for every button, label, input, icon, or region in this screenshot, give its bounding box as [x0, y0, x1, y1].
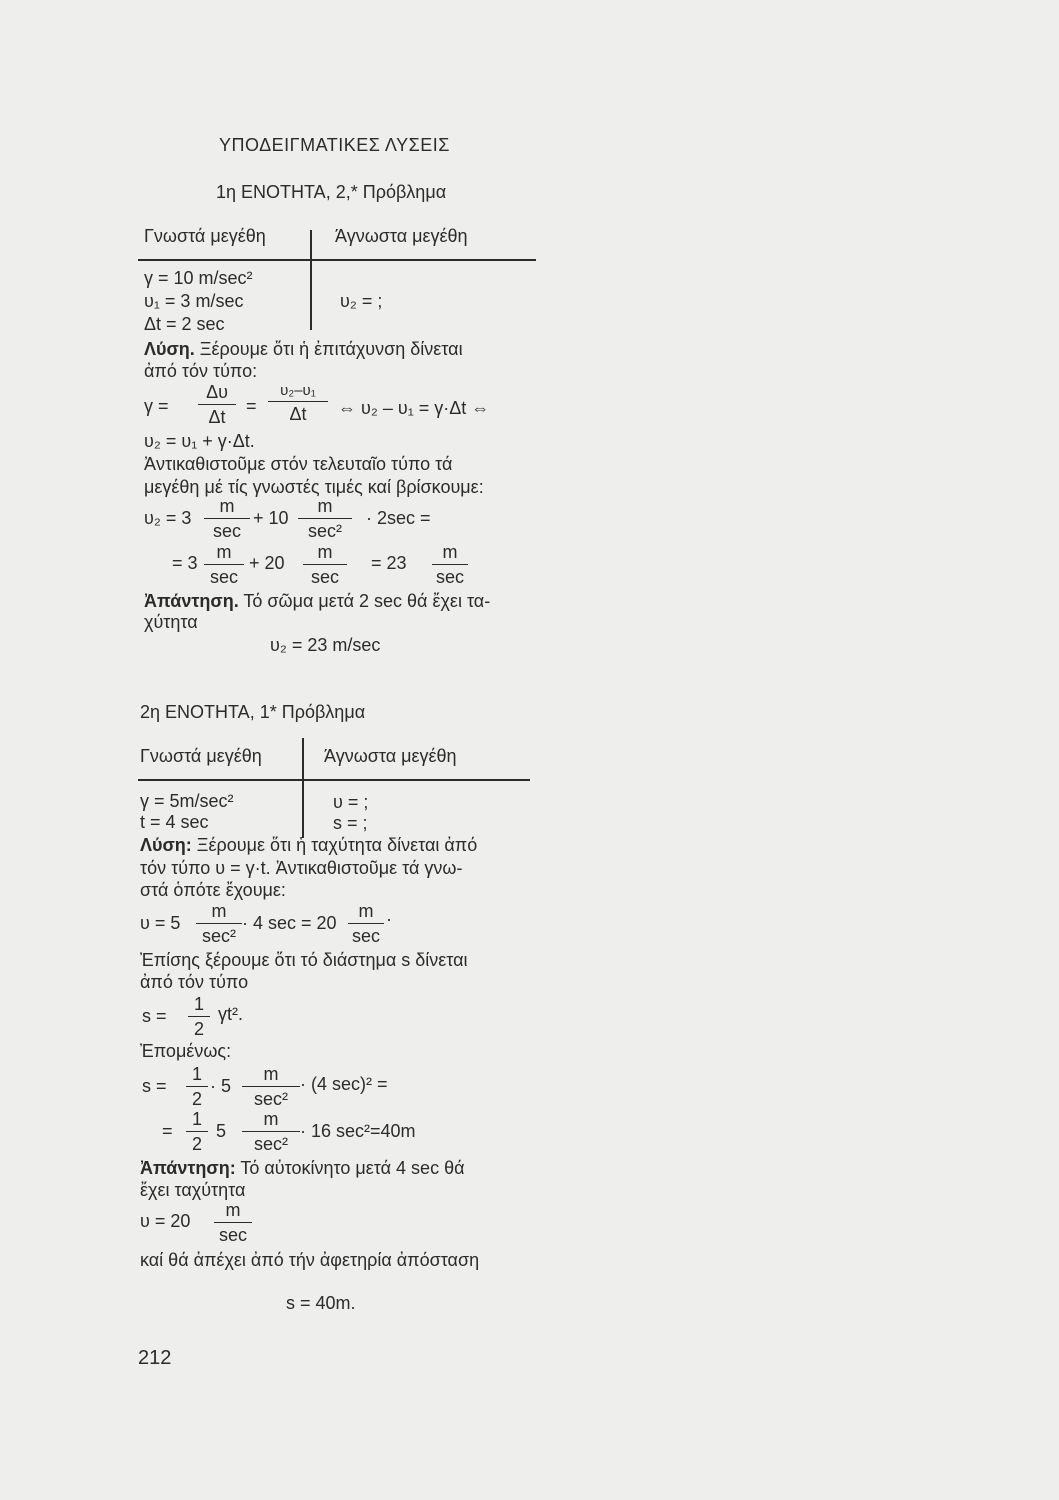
s2-calc-s2-mid: 5: [216, 1121, 227, 1141]
s2-solution-line2: τόν τύπο υ = γ·t. Ἀντικαθιστοῦμε τά γνω-: [140, 858, 463, 878]
s2-solution-line3: στά ὁπότε ἔχουμε:: [140, 880, 286, 900]
s2-calc-u-sec1: sec²: [196, 923, 242, 945]
s2-answer-line3: καί θά ἀπέχει ἀπό τήν ἀφετηρία ἀπόσταση: [140, 1250, 480, 1270]
s2-answer-s: s = 40m.: [286, 1293, 356, 1313]
s1-calc1-plus: + 10: [253, 508, 289, 528]
s2-calc-s2-pre: =: [162, 1121, 173, 1141]
section1-table-rule: [138, 259, 536, 261]
section2-known-2: t = 4 sec: [140, 812, 209, 832]
section1-solution-line2: ἀπό τόν τύπο:: [144, 361, 258, 381]
s2-calc-s1-half-den: 2: [186, 1086, 208, 1108]
s2-answer-u-frac: [214, 1201, 252, 1244]
s1-f1-den2: Δt: [268, 401, 328, 423]
s2-answer: [140, 1159, 464, 1177]
s2-calc-s1-sec2: sec²: [242, 1086, 300, 1108]
section2-unknown-header: Άγνωστα μεγέθη: [324, 746, 457, 766]
s1-answer-line2: χύτητα: [144, 612, 198, 632]
s2-calc-s1-pre: s =: [142, 1076, 167, 1096]
s2-therefore: Ἐπομένως:: [140, 1041, 232, 1061]
s2-solution: [140, 836, 477, 854]
section1-known-header: Γνωστά μεγέθη: [144, 226, 266, 246]
s2-calc-s2-half-den: 2: [186, 1131, 208, 1153]
s1-calc2-frac3: [432, 543, 468, 586]
s2-calc-s1-frac: [242, 1065, 300, 1108]
s1-calc1-frac1: [204, 497, 250, 540]
s2-calc-u-frac1: [196, 902, 242, 945]
s1-f2: υ₂ = υ₁ + γ·Δt.: [144, 431, 255, 451]
s1-answer-label: Ἀπάντηση.: [144, 591, 239, 611]
s1-calc1-m1: m: [219, 496, 235, 516]
s2-calc-u-frac2: [348, 902, 384, 945]
section2-unknown-1: υ = ;: [333, 792, 369, 812]
s1-f1-den1: Δt: [198, 404, 236, 426]
s1-subst-line2: μεγέθη μέ τίς γνωστές τιμές καί βρίσκουμε:: [144, 477, 484, 497]
s1-calc2-m1: m: [216, 542, 232, 562]
s2-answer-label: Ἀπάντηση:: [140, 1158, 236, 1178]
s1-calc2-frac1: [204, 543, 244, 586]
s2-s-formula-half: [188, 995, 210, 1038]
s2-calc-s1-mid: · 5: [210, 1076, 232, 1096]
s1-answer: [144, 592, 490, 610]
s2-answer-u-pre: υ = 20: [140, 1211, 191, 1231]
s2-s-formula-half-num: 1: [193, 994, 204, 1014]
s2-calc-s1-post: · (4 sec)² =: [300, 1074, 388, 1094]
s2-solution-text: Ξέρουμε ὅτι ἡ ταχύτητα δίνεται ἀπό: [191, 835, 478, 855]
s1-f1-frac2: [268, 383, 328, 423]
s1-calc1-pre: υ₂ = 3: [144, 508, 192, 528]
s1-f1-frac1: [198, 383, 236, 426]
s2-s-formula-pre: s =: [142, 1006, 167, 1026]
s2-s-formula-post: γt².: [218, 1004, 243, 1024]
s1-calc2-frac2: [303, 543, 347, 586]
section1-solution-text: Ξέρουμε ὅτι ἡ ἐπιτάχυνση δίνεται: [194, 339, 463, 359]
s1-calc1-sec1: sec: [204, 518, 250, 540]
s1-calc1-mul: · 2sec =: [366, 508, 431, 528]
s1-calc2-pre: = 3: [172, 553, 198, 573]
s2-answer-text: Τό αὐτοκίνητο μετά 4 sec θά: [235, 1158, 465, 1178]
s1-f1-rest: ⇔ υ₂ – υ₁ = γ·Δt ⇔: [338, 398, 490, 418]
s2-answer-line2: ἔχει ταχύτητα: [140, 1180, 246, 1200]
page-title: ΥΠΟΔΕΙΓΜΑΤΙΚΕΣ ΛΥΣΕΙΣ: [219, 135, 450, 155]
s1-f1-num2: υ₂–υ₁: [280, 382, 316, 399]
page-number: 212: [138, 1347, 172, 1369]
s2-calc-s2-half-num: 1: [191, 1109, 202, 1129]
section1-known-1: γ = 10 m/sec²: [144, 268, 253, 288]
section1-unknown-1: υ₂ = ;: [340, 291, 383, 311]
s1-calc2-sec2: sec: [303, 564, 347, 586]
s2-calc-s2-sec2: sec²: [242, 1131, 300, 1153]
s1-calc2-sec3: sec: [432, 564, 468, 586]
s2-calc-s2-half: [186, 1110, 208, 1153]
s2-calc-u-m1: m: [211, 901, 227, 921]
s1-calc2-eq: = 23: [371, 553, 407, 573]
section1-table-divider: [310, 230, 312, 330]
section1-solution: [144, 340, 463, 358]
section2-table-rule: [138, 779, 530, 781]
s1-calc2-plus: + 20: [249, 553, 285, 573]
s2-solution-label: Λύση:: [140, 835, 192, 855]
s1-f1-num1: Δυ: [206, 382, 228, 402]
section1-solution-label: Λύση.: [144, 339, 195, 359]
s2-calc-s2-post: · 16 sec²=40m: [300, 1121, 416, 1141]
s2-calc-u-m2: m: [358, 901, 374, 921]
s1-answer-value: υ₂ = 23 m/sec: [270, 635, 381, 655]
section1-known-2: υ₁ = 3 m/sec: [144, 291, 244, 311]
section2-known-1: γ = 5m/sec²: [140, 791, 234, 811]
s1-subst-line1: Ἀντικαθιστοῦμε στόν τελευταῖο τύπο τά: [144, 454, 453, 474]
s1-calc2-m2: m: [317, 542, 333, 562]
section2-table-divider: [302, 738, 304, 838]
section2-known-header: Γνωστά μεγέθη: [140, 746, 262, 766]
s2-s-formula-half-den: 2: [188, 1016, 210, 1038]
section2-heading: 2η ΕΝΟΤΗΤΑ, 1* Πρόβλημα: [140, 702, 366, 722]
s2-calc-u-end: ·: [386, 909, 392, 929]
s2-calc-s1-half-num: 1: [191, 1064, 202, 1084]
s2-also-line1: Ἐπίσης ξέρουμε ὅτι τό διάστημα s δίνεται: [140, 950, 468, 970]
s2-calc-s1-m: m: [263, 1064, 279, 1084]
s1-f1-gamma: γ =: [144, 396, 169, 416]
section1-heading: 1η ΕΝΟΤΗΤΑ, 2,* Πρόβλημα: [216, 182, 447, 202]
s2-calc-s2-m: m: [263, 1109, 279, 1129]
s1-calc1-frac2: [298, 497, 352, 540]
s2-calc-u-mid: · 4 sec = 20: [242, 913, 337, 933]
s1-calc2-m3: m: [442, 542, 458, 562]
s1-f1-eq: =: [246, 396, 257, 416]
s2-calc-s1-half: [186, 1065, 208, 1108]
s2-calc-s2-frac: [242, 1110, 300, 1153]
s1-answer-text: Τό σῶμα μετά 2 sec θά ἔχει τα-: [238, 591, 491, 611]
s1-calc1-m2: m: [317, 496, 333, 516]
s2-answer-u-m: m: [225, 1200, 241, 1220]
s2-also-line2: ἀπό τόν τύπο: [140, 972, 249, 992]
s1-calc1-sec2: sec²: [298, 518, 352, 540]
s1-calc2-sec1: sec: [204, 564, 244, 586]
s2-calc-u-sec2: sec: [348, 923, 384, 945]
section1-unknown-header: Άγνωστα μεγέθη: [335, 226, 468, 246]
s2-calc-u-pre: υ = 5: [140, 913, 181, 933]
s2-answer-u-sec: sec: [214, 1222, 252, 1244]
section2-unknown-2: s = ;: [333, 813, 368, 833]
section1-known-3: Δt = 2 sec: [144, 314, 225, 334]
